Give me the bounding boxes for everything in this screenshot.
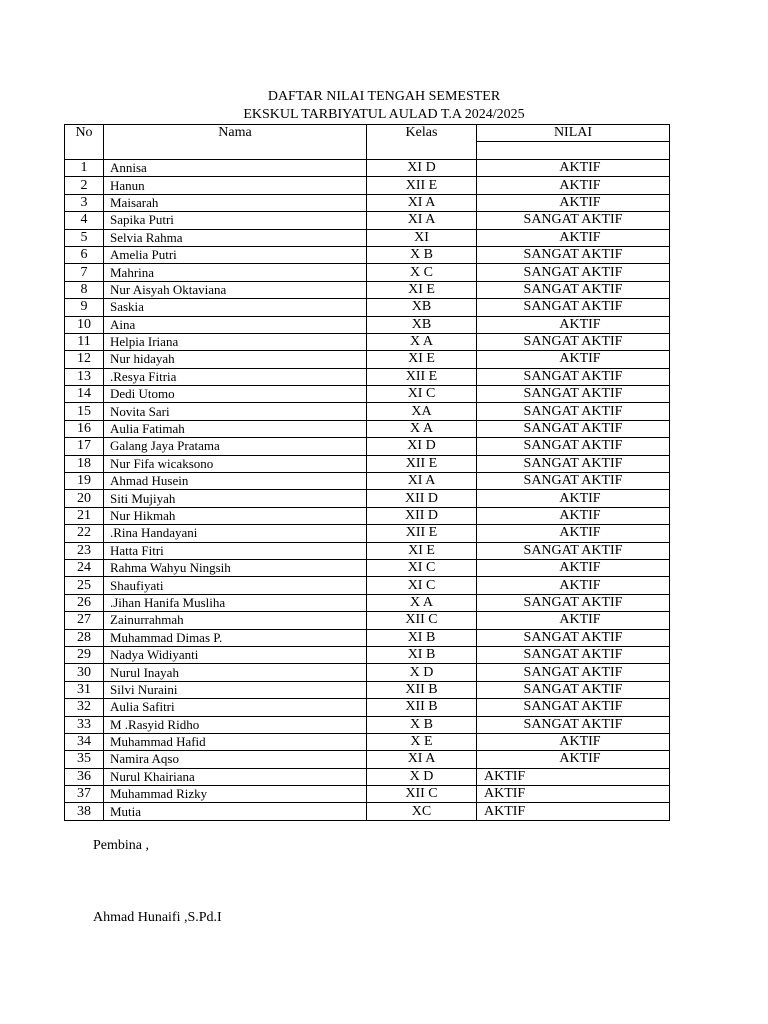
cell-nilai: SANGAT AKTIF xyxy=(477,386,670,403)
cell-nama: Hanun xyxy=(104,177,367,194)
table-row xyxy=(65,525,670,542)
cell-no: 30 xyxy=(65,664,104,681)
cell-kelas: XI B xyxy=(367,646,477,663)
cell-nama: Sapika Putri xyxy=(104,212,367,229)
cell-no: 8 xyxy=(65,281,104,298)
cell-kelas: XII C xyxy=(367,786,477,803)
cell-nama: Hatta Fitri xyxy=(104,542,367,559)
cell-no: 1 xyxy=(65,160,104,177)
cell-nama: Ahmad Husein xyxy=(104,473,367,490)
table-row xyxy=(65,194,670,211)
cell-nama: Selvia Rahma xyxy=(104,229,367,246)
cell-kelas: XI xyxy=(367,229,477,246)
pembina-label: Pembina , xyxy=(93,838,149,853)
cell-kelas: XI A xyxy=(367,473,477,490)
cell-nama: Shaufiyati xyxy=(104,577,367,594)
cell-no: 24 xyxy=(65,559,104,576)
cell-kelas: XII C xyxy=(367,612,477,629)
cell-no: 4 xyxy=(65,212,104,229)
table-row xyxy=(65,264,670,281)
cell-kelas: XB xyxy=(367,316,477,333)
cell-nilai: SANGAT AKTIF xyxy=(477,281,670,298)
cell-no: 2 xyxy=(65,177,104,194)
cell-nilai: AKTIF xyxy=(477,351,670,368)
cell-nilai: SANGAT AKTIF xyxy=(477,333,670,350)
cell-nama: Amelia Putri xyxy=(104,246,367,263)
header-nama: Nama xyxy=(104,125,367,160)
cell-nama: Annisa xyxy=(104,160,367,177)
cell-nama: Maisarah xyxy=(104,194,367,211)
table-row xyxy=(65,281,670,298)
cell-kelas: XII E xyxy=(367,525,477,542)
table-row xyxy=(65,542,670,559)
table-row xyxy=(65,507,670,524)
cell-nilai: AKTIF xyxy=(477,507,670,524)
cell-nama: Nadya Widiyanti xyxy=(104,646,367,663)
table-row xyxy=(65,403,670,420)
cell-kelas: XI E xyxy=(367,351,477,368)
table-row xyxy=(65,420,670,437)
cell-kelas: XI C xyxy=(367,386,477,403)
cell-no: 5 xyxy=(65,229,104,246)
table-row xyxy=(65,803,670,820)
cell-kelas: XI A xyxy=(367,751,477,768)
cell-nilai: SANGAT AKTIF xyxy=(477,629,670,646)
cell-kelas: XC xyxy=(367,803,477,820)
cell-nama: Nur Hikmah xyxy=(104,507,367,524)
cell-kelas: XII E xyxy=(367,177,477,194)
cell-no: 11 xyxy=(65,333,104,350)
cell-nama: Mutia xyxy=(104,803,367,820)
cell-nilai: AKTIF xyxy=(477,160,670,177)
table-row xyxy=(65,612,670,629)
table-header-row xyxy=(65,125,670,160)
cell-nilai: SANGAT AKTIF xyxy=(477,299,670,316)
cell-kelas: XI D xyxy=(367,160,477,177)
cell-nilai: AKTIF xyxy=(477,525,670,542)
cell-kelas: XII E xyxy=(367,368,477,385)
cell-kelas: XII D xyxy=(367,507,477,524)
document-title: DAFTAR NILAI TENGAH SEMESTER xyxy=(267,89,501,104)
cell-no: 34 xyxy=(65,733,104,750)
cell-no: 12 xyxy=(65,351,104,368)
cell-kelas: X D xyxy=(367,768,477,785)
table-row xyxy=(65,559,670,576)
cell-no: 15 xyxy=(65,403,104,420)
cell-nama: Dedi Utomo xyxy=(104,386,367,403)
cell-no: 7 xyxy=(65,264,104,281)
table-row xyxy=(65,368,670,385)
cell-no: 33 xyxy=(65,716,104,733)
cell-kelas: X C xyxy=(367,264,477,281)
cell-kelas: X E xyxy=(367,733,477,750)
cell-nama: Mahrina xyxy=(104,264,367,281)
cell-kelas: XI A xyxy=(367,194,477,211)
cell-nilai: SANGAT AKTIF xyxy=(477,264,670,281)
cell-nama: Muhammad Hafid xyxy=(104,733,367,750)
cell-nama: Aulia Safitri xyxy=(104,699,367,716)
table-body xyxy=(65,160,670,821)
cell-nama: Nur hidayah xyxy=(104,351,367,368)
cell-nilai: SANGAT AKTIF xyxy=(477,664,670,681)
cell-no: 13 xyxy=(65,368,104,385)
table-row xyxy=(65,699,670,716)
table-row xyxy=(65,177,670,194)
table-row xyxy=(65,333,670,350)
cell-kelas: XII E xyxy=(367,455,477,472)
cell-nama: .Rina Handayani xyxy=(104,525,367,542)
cell-nama: Nur Aisyah Oktaviana xyxy=(104,281,367,298)
cell-kelas: XI C xyxy=(367,559,477,576)
cell-no: 38 xyxy=(65,803,104,820)
cell-nilai: AKTIF xyxy=(477,733,670,750)
cell-no: 6 xyxy=(65,246,104,263)
table-row xyxy=(65,577,670,594)
cell-nilai: AKTIF xyxy=(477,229,670,246)
cell-nama: Nur Fifa wicaksono xyxy=(104,455,367,472)
cell-no: 32 xyxy=(65,699,104,716)
cell-no: 14 xyxy=(65,386,104,403)
cell-nilai: SANGAT AKTIF xyxy=(477,420,670,437)
cell-nama: Saskia xyxy=(104,299,367,316)
table-row xyxy=(65,160,670,177)
cell-nama: Zainurrahmah xyxy=(104,612,367,629)
cell-nilai: SANGAT AKTIF xyxy=(477,594,670,611)
cell-nilai: SANGAT AKTIF xyxy=(477,368,670,385)
cell-nilai: SANGAT AKTIF xyxy=(477,646,670,663)
table-row xyxy=(65,490,670,507)
cell-nama: Muhammad Rizky xyxy=(104,786,367,803)
cell-no: 31 xyxy=(65,681,104,698)
table-row xyxy=(65,716,670,733)
cell-no: 36 xyxy=(65,768,104,785)
cell-kelas: XI C xyxy=(367,577,477,594)
cell-kelas: XI D xyxy=(367,438,477,455)
cell-no: 18 xyxy=(65,455,104,472)
cell-nilai: SANGAT AKTIF xyxy=(477,246,670,263)
cell-nama: Rahma Wahyu Ningsih xyxy=(104,559,367,576)
cell-nilai: AKTIF xyxy=(477,559,670,576)
cell-nilai: SANGAT AKTIF xyxy=(477,212,670,229)
table-row xyxy=(65,681,670,698)
cell-no: 26 xyxy=(65,594,104,611)
cell-no: 23 xyxy=(65,542,104,559)
table-row xyxy=(65,246,670,263)
cell-nilai: AKTIF xyxy=(477,751,670,768)
cell-kelas: XI B xyxy=(367,629,477,646)
cell-nilai: SANGAT AKTIF xyxy=(477,473,670,490)
header-kelas: Kelas xyxy=(367,125,477,160)
cell-nama: M .Rasyid Ridho xyxy=(104,716,367,733)
cell-nilai: AKTIF xyxy=(477,768,670,785)
table-row xyxy=(65,594,670,611)
cell-kelas: XB xyxy=(367,299,477,316)
table-row xyxy=(65,316,670,333)
cell-nama: Galang Jaya Pratama xyxy=(104,438,367,455)
cell-kelas: XI E xyxy=(367,542,477,559)
cell-kelas: X A xyxy=(367,333,477,350)
table-row xyxy=(65,386,670,403)
cell-no: 27 xyxy=(65,612,104,629)
table-row xyxy=(65,768,670,785)
cell-kelas: X B xyxy=(367,716,477,733)
cell-nama: Muhammad Dimas P. xyxy=(104,629,367,646)
cell-no: 3 xyxy=(65,194,104,211)
cell-nilai: SANGAT AKTIF xyxy=(477,716,670,733)
cell-kelas: X A xyxy=(367,594,477,611)
table-row xyxy=(65,438,670,455)
table-row xyxy=(65,473,670,490)
cell-kelas: X D xyxy=(367,664,477,681)
cell-nama: Aulia Fatimah xyxy=(104,420,367,437)
cell-kelas: XI E xyxy=(367,281,477,298)
cell-kelas: X B xyxy=(367,246,477,263)
grades-table xyxy=(64,124,670,821)
cell-nilai: AKTIF xyxy=(477,577,670,594)
header-no: No xyxy=(65,125,104,160)
header-nilai xyxy=(477,125,670,160)
cell-no: 10 xyxy=(65,316,104,333)
table-row xyxy=(65,351,670,368)
table-row xyxy=(65,733,670,750)
document-subtitle: EKSKUL TARBIYATUL AULAD T.A 2024/2025 xyxy=(243,107,525,122)
cell-no: 35 xyxy=(65,751,104,768)
cell-no: 22 xyxy=(65,525,104,542)
cell-no: 25 xyxy=(65,577,104,594)
cell-nilai: SANGAT AKTIF xyxy=(477,542,670,559)
cell-nama: Nurul Khairiana xyxy=(104,768,367,785)
cell-kelas: XII D xyxy=(367,490,477,507)
cell-nilai: SANGAT AKTIF xyxy=(477,681,670,698)
header-nilai-label: NILAI xyxy=(477,125,669,142)
table-row xyxy=(65,664,670,681)
table-row xyxy=(65,629,670,646)
cell-no: 21 xyxy=(65,507,104,524)
cell-kelas: XII B xyxy=(367,681,477,698)
cell-nilai: AKTIF xyxy=(477,177,670,194)
table-row xyxy=(65,299,670,316)
cell-nilai: AKTIF xyxy=(477,490,670,507)
cell-nama: Nurul Inayah xyxy=(104,664,367,681)
cell-nama: Namira Aqso xyxy=(104,751,367,768)
cell-nilai: AKTIF xyxy=(477,786,670,803)
cell-nilai: AKTIF xyxy=(477,316,670,333)
cell-nama: Novita Sari xyxy=(104,403,367,420)
cell-no: 16 xyxy=(65,420,104,437)
cell-nama: .Jihan Hanifa Musliha xyxy=(104,594,367,611)
cell-kelas: XA xyxy=(367,403,477,420)
cell-no: 29 xyxy=(65,646,104,663)
cell-nilai: AKTIF xyxy=(477,612,670,629)
cell-nilai: SANGAT AKTIF xyxy=(477,403,670,420)
cell-no: 9 xyxy=(65,299,104,316)
cell-kelas: XII B xyxy=(367,699,477,716)
cell-nama: .Resya Fitria xyxy=(104,368,367,385)
table-row xyxy=(65,455,670,472)
cell-no: 37 xyxy=(65,786,104,803)
cell-no: 28 xyxy=(65,629,104,646)
table-row xyxy=(65,229,670,246)
cell-no: 17 xyxy=(65,438,104,455)
cell-kelas: X A xyxy=(367,420,477,437)
cell-nilai: SANGAT AKTIF xyxy=(477,455,670,472)
cell-nilai: AKTIF xyxy=(477,803,670,820)
table-row xyxy=(65,786,670,803)
signer-name: Ahmad Hunaifi ,S.Pd.I xyxy=(93,910,222,925)
cell-nilai: AKTIF xyxy=(477,194,670,211)
table-row xyxy=(65,646,670,663)
cell-kelas: XI A xyxy=(367,212,477,229)
table-row xyxy=(65,751,670,768)
cell-no: 20 xyxy=(65,490,104,507)
cell-nama: Siti Mujiyah xyxy=(104,490,367,507)
cell-nama: Silvi Nuraini xyxy=(104,681,367,698)
cell-nilai: SANGAT AKTIF xyxy=(477,438,670,455)
table-row xyxy=(65,212,670,229)
cell-nama: Aina xyxy=(104,316,367,333)
cell-nilai: SANGAT AKTIF xyxy=(477,699,670,716)
cell-no: 19 xyxy=(65,473,104,490)
cell-nama: Helpia Iriana xyxy=(104,333,367,350)
